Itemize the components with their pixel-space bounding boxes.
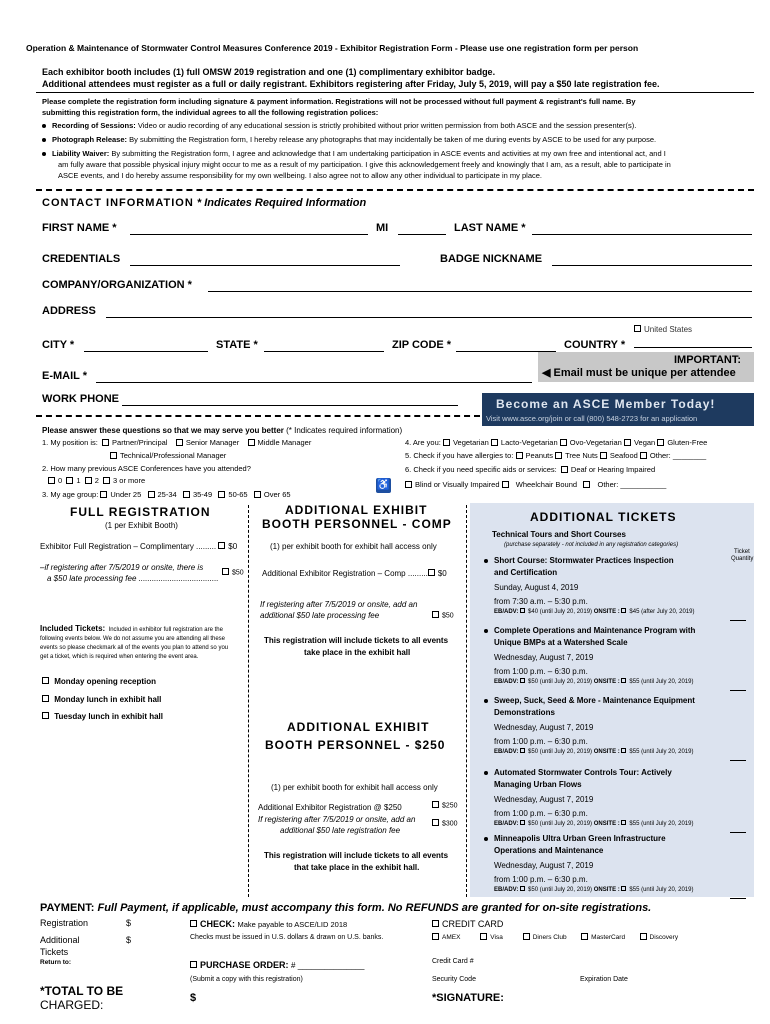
city-label: CITY *	[42, 339, 75, 351]
paid-note-2: that take place in the exhibit hall.	[294, 863, 420, 872]
check-sub: Checks must be issued in U.S. dollars & drawn on U.S. banks.	[190, 934, 384, 941]
checkbox-icon[interactable]	[254, 491, 261, 498]
mi-field[interactable]	[398, 234, 446, 235]
work-phone-field[interactable]	[122, 405, 458, 406]
email-field[interactable]	[96, 382, 532, 383]
security-code-label: Security Code	[432, 976, 476, 983]
included-tickets-3: events so please checkmark all of the events you plan to attend so you	[40, 645, 229, 651]
credentials-field[interactable]	[130, 265, 400, 266]
ticket-date: Wednesday, August 7, 2019	[494, 723, 594, 732]
paid-late-checkbox[interactable]: $300	[432, 820, 458, 827]
ticket-quantity-field[interactable]	[730, 620, 746, 621]
paid-note-1: This registration will include tickets to all events	[264, 851, 449, 860]
additional-tickets-label-1: Additional	[40, 935, 80, 945]
ticket-title-2: Managing Urban Flows	[494, 780, 582, 789]
comp-late-1: If registering after 7/5/2019 or onsite, add an	[260, 600, 418, 609]
tickets-dollar: $	[126, 935, 132, 945]
ticket-time: from 1:00 p.m. – 6:30 p.m.	[494, 667, 588, 676]
comp-reg-line: Exhibitor Full Registration – Complimentary ......... $0	[40, 542, 238, 551]
bullet-icon	[484, 559, 488, 563]
checkbox-icon[interactable]	[520, 678, 525, 683]
checkbox-icon[interactable]	[432, 933, 439, 940]
survey-intro: Please answer these questions so that we may serve you better (* Indicates required information)	[42, 426, 403, 435]
company-label: COMPANY/ORGANIZATION *	[42, 279, 192, 291]
arrow-left-icon: ◀	[542, 367, 551, 379]
state-field[interactable]	[264, 351, 384, 352]
checkbox-icon[interactable]	[657, 439, 664, 446]
comp-note-2: take place in the exhibit hall	[304, 648, 411, 657]
checkbox-icon	[432, 801, 439, 808]
total-label-1: *TOTAL TO BE	[40, 984, 124, 998]
bullet-icon	[484, 629, 488, 633]
comp-personnel-title-1: ADDITIONAL EXHIBIT	[285, 503, 428, 517]
checkbox-icon[interactable]	[520, 748, 525, 753]
ticket-time: from 7:30 a.m. – 5:30 p.m.	[494, 597, 588, 606]
member-title: Become an ASCE Member Today!	[496, 397, 716, 411]
checkbox-icon[interactable]	[48, 477, 55, 484]
additional-tickets-title: ADDITIONAL TICKETS	[530, 510, 677, 524]
checkbox-icon	[432, 920, 439, 927]
paid-personnel-sub: (1) per exhibit booth for exhibit hall access only	[271, 783, 438, 792]
checkbox-icon	[432, 819, 439, 826]
policy-photo: Photograph Release: By submitting the Registration form, I hereby release any photographs that may incidentally be taken of me during events by ASCE to be used for any purpose.	[42, 135, 656, 144]
full-registration-sub: (1 per Exhibit Booth)	[105, 521, 178, 530]
bullet-icon	[484, 837, 488, 841]
checkbox-icon[interactable]	[248, 439, 255, 446]
survey-q3: 3. My age group: Under 25 25-34 35-49 50-65 Over 65	[42, 490, 291, 499]
column-divider	[466, 505, 467, 897]
checkbox-icon[interactable]	[85, 477, 92, 484]
badge-nickname-label: BADGE NICKNAME	[440, 253, 543, 265]
event-monday-lunch[interactable]: Monday lunch in exhibit hall	[42, 695, 161, 704]
policy-intro: Please complete the registration form including signature & payment information. Registrations will not be processed without full payment & registrant's full name. By	[42, 97, 636, 106]
ticket-time: from 1:00 p.m. – 6:30 p.m.	[494, 809, 588, 818]
mi-label: MI	[376, 222, 389, 234]
address-label: ADDRESS	[42, 305, 96, 317]
paid-checkbox[interactable]: $250	[432, 802, 458, 809]
checkbox-icon[interactable]	[176, 439, 183, 446]
checkbox-icon[interactable]	[491, 439, 498, 446]
comp-personnel-line: Additional Exhibitor Registration – Comp ......... $0	[262, 569, 447, 578]
included-tickets-2: following events below. We do not assume you are attending all these	[40, 636, 226, 642]
comp-personnel-sub: (1) per exhibit booth for exhibit hall access only	[270, 542, 437, 551]
email-unique-note: ◀ Email must be unique per attendee	[542, 367, 736, 379]
tickets-sub-2: (purchase separately - not included in any registration categories)	[504, 542, 679, 548]
ticket-qty-header-2: Quantity	[731, 556, 754, 562]
ticket-date: Sunday, August 4, 2019	[494, 583, 579, 592]
checkbox-icon[interactable]	[100, 491, 107, 498]
paid-late-2: additional $50 late registration fee	[280, 826, 401, 835]
checkbox-icon[interactable]	[560, 439, 567, 446]
credit-card-number-label: Credit Card #	[432, 958, 474, 965]
survey-q2-options: 0 1 2 3 or more	[48, 476, 145, 485]
purchase-order-option[interactable]: PURCHASE ORDER: # _______________	[190, 960, 364, 970]
event-opening-reception[interactable]: Monday opening reception	[42, 677, 156, 686]
us-checkbox[interactable]: United States	[634, 325, 692, 334]
ticket-date: Wednesday, August 7, 2019	[494, 795, 594, 804]
return-to-label: Return to:	[40, 959, 72, 966]
comp-late-2: additional $50 late processing fee	[260, 611, 380, 620]
checkbox-icon	[634, 325, 641, 332]
dashed-divider	[36, 415, 480, 417]
wheelchair-accessibility-icon: ♿	[376, 479, 391, 491]
state-label: STATE *	[216, 339, 258, 351]
city-field[interactable]	[84, 351, 208, 352]
ticket-title: Short Course: Stormwater Practices Inspection	[494, 556, 674, 565]
registration-label: Registration	[40, 918, 89, 928]
checkbox-icon	[42, 677, 49, 684]
included-tickets-1: Included Tickets: Included in exhibitor full registration are the	[40, 624, 223, 633]
ticket-time: from 1:00 p.m. – 6:30 p.m.	[494, 875, 588, 884]
last-name-field[interactable]	[532, 234, 752, 235]
checkbox-icon[interactable]	[583, 481, 590, 488]
checkbox-icon[interactable]	[621, 748, 626, 753]
checkbox-icon	[42, 712, 49, 719]
policy-waiver-3: ASCE events, and I do hereby assume responsibility for my own wellbeing. I also agree not to allow any other individual to participate in my place.	[58, 171, 543, 180]
bullet-icon	[484, 771, 488, 775]
ticket-date: Wednesday, August 7, 2019	[494, 861, 594, 870]
paid-personnel-line: Additional Exhibitor Registration @ $250	[258, 803, 402, 812]
comp-personnel-title-2: BOOTH PERSONNEL - COMP	[262, 517, 452, 531]
column-divider	[248, 505, 249, 897]
checkbox-icon[interactable]	[581, 933, 588, 940]
registration-dollar: $	[126, 918, 132, 928]
ticket-quantity-field[interactable]	[730, 898, 746, 899]
checkbox-icon[interactable]	[621, 678, 626, 683]
survey-q2: 2. How many previous ASCE Conferences have you attended?	[42, 464, 251, 473]
credentials-label: CREDENTIALS	[42, 253, 121, 265]
paid-personnel-title-1: ADDITIONAL EXHIBIT	[287, 720, 430, 734]
policy-waiver-2: am fully aware that possible physical injury might occur to me as a result of my participation. I give this acknowledgement freely and knowingly that I am, as a result, able to participate in	[58, 160, 671, 169]
survey-q6: 6. Check if you need specific aids or services: Deaf or Hearing Impaired	[405, 465, 656, 474]
ticket-title-2: Demonstrations	[494, 708, 555, 717]
ticket-time: from 1:00 p.m. – 6:30 p.m.	[494, 737, 588, 746]
checkbox-icon[interactable]	[102, 439, 109, 446]
address-field[interactable]	[106, 317, 752, 318]
checkbox-icon	[42, 695, 49, 702]
survey-q4: 4. Are you: Vegetarian Lacto-Vegetarian Ovo-Vegetarian Vegan Gluten-Free	[405, 438, 708, 447]
paid-late-1: If registering after 7/5/2019 or onsite, add an	[258, 815, 416, 824]
ticket-title: Sweep, Suck, Seed & More - Maintenance Equipment	[494, 696, 695, 705]
checkbox-icon[interactable]	[520, 608, 525, 613]
checkbox-icon[interactable]	[218, 491, 225, 498]
policy-intro-2: submitting this registration form, the individual agrees to all the following registration polices:	[42, 108, 379, 117]
policy-recording: Recording of Sessions: Video or audio recording of any educational session is strictly prohibited without prior written permission from both ASCE and the session presenter(s).	[42, 121, 636, 130]
full-registration-title: FULL REGISTRATION	[70, 505, 211, 519]
country-field[interactable]	[634, 347, 752, 348]
ticket-qty-header-1: Ticket	[734, 549, 750, 555]
payment-heading: PAYMENT: Full Payment, if applicable, must accompany this form. No REFUNDS are granted for on-site registrations.	[40, 902, 652, 914]
policy-waiver: Liability Waiver: By submitting the Registration form, I agree and acknowledge that I am undertaking participation in ASCE events and activities at my own free and intentional act, and I	[42, 149, 666, 158]
survey-q1: 1. My position is: Partner/Principal Senior Manager Middle Manager	[42, 438, 312, 447]
ticket-pricing: EB/ADV: $50 (until July 20, 2019) ONSITE : $55 (until July 20, 2019)	[494, 887, 694, 894]
ticket-pricing: EB/ADV: $50 (until July 20, 2019) ONSITE : $55 (until July 20, 2019)	[494, 679, 694, 686]
expiration-date-label: Expiration Date	[580, 976, 628, 983]
checkbox-icon	[222, 568, 229, 575]
ticket-title: Automated Stormwater Controls Tour: Actively	[494, 768, 672, 777]
bullet-icon	[42, 138, 46, 142]
checkbox-icon	[190, 920, 197, 927]
checkbox-icon[interactable]	[428, 569, 435, 576]
checkbox-icon[interactable]	[502, 481, 509, 488]
checkbox-icon[interactable]	[110, 452, 117, 459]
checkbox-icon[interactable]	[183, 491, 190, 498]
checkbox-icon	[432, 611, 439, 618]
signature-label: *SIGNATURE:	[432, 992, 504, 1004]
checkbox-icon[interactable]	[624, 439, 631, 446]
checkbox-icon[interactable]	[443, 439, 450, 446]
checkbox-icon	[190, 961, 197, 968]
form-title: Operation & Maintenance of Stormwater Control Measures Conference 2019 - Exhibitor Registration Form - Please use one registration form per person	[26, 43, 639, 53]
ticket-pricing: EB/ADV: $50 (until July 20, 2019) ONSITE : $55 (until July 20, 2019)	[494, 821, 694, 828]
booth-includes-line: Each exhibitor booth includes (1) full OMSW 2019 registration and one (1) complimentary exhibitor badge.	[42, 67, 496, 77]
checkbox-icon[interactable]	[523, 933, 530, 940]
bullet-icon	[484, 699, 488, 703]
comp-late-checkbox[interactable]: $50	[432, 612, 454, 619]
included-tickets-4: get a ticket, which is required when entering the event area.	[40, 654, 199, 660]
ticket-quantity-field[interactable]	[730, 760, 746, 761]
checkbox-icon[interactable]	[640, 452, 647, 459]
checkbox-icon[interactable]	[66, 477, 73, 484]
checkbox-icon[interactable]	[516, 452, 523, 459]
additional-tickets-label-2: Tickets	[40, 947, 69, 957]
checkbox-icon[interactable]	[520, 886, 525, 891]
checkbox-icon[interactable]	[405, 481, 412, 488]
checkbox-icon[interactable]	[561, 466, 568, 473]
ticket-pricing: EB/ADV: $40 (until July 20, 2019) ONSITE : $45 (after July 20, 2019)	[494, 609, 695, 616]
ticket-title-2: and Certification	[494, 568, 558, 577]
ticket-quantity-field[interactable]	[730, 690, 746, 691]
comp-note-1: This registration will include tickets to all events	[264, 636, 449, 645]
paid-personnel-title-2: BOOTH PERSONNEL - $250	[265, 738, 446, 752]
contact-heading: CONTACT INFORMATION * Indicates Required Information	[42, 197, 367, 209]
late-fee-line-1: –if registering after 7/5/2019 or onsite, there is	[40, 563, 204, 572]
survey-q6-options: Blind or Visually Impaired Wheelchair Bound Other: ___________	[405, 480, 666, 489]
ticket-quantity-field[interactable]	[730, 832, 746, 833]
email-label: E-MAIL *	[42, 370, 88, 382]
late-fee-checkbox[interactable]: $50	[222, 569, 244, 576]
total-label-2: CHARGED:	[40, 998, 104, 1012]
checkbox-icon[interactable]	[148, 491, 155, 498]
important-label: IMPORTANT:	[674, 354, 742, 366]
checkbox-icon[interactable]	[640, 933, 647, 940]
ticket-title: Complete Operations and Maintenance Program with	[494, 626, 696, 635]
ticket-pricing: EB/ADV: $50 (until July 20, 2019) ONSITE : $55 (until July 20, 2019)	[494, 749, 694, 756]
bullet-icon	[42, 124, 46, 128]
ticket-title: Minneapolis Ultra Urban Green Infrastructure	[494, 834, 666, 843]
last-name-label: LAST NAME *	[454, 222, 526, 234]
credit-card-option[interactable]: CREDIT CARD	[432, 919, 503, 929]
checkbox-icon[interactable]	[621, 608, 626, 613]
country-label: COUNTRY *	[564, 339, 626, 351]
late-fee-line: Additional attendees must register as a full or daily registrant. Exhibitors registering after Friday, July 5, 2019, will pay a $50 late registration fee.	[42, 79, 660, 89]
checkbox-icon[interactable]	[600, 452, 607, 459]
work-phone-label: WORK PHONE	[42, 393, 119, 405]
checkbox-icon[interactable]	[480, 933, 487, 940]
first-name-label: FIRST NAME *	[42, 222, 117, 234]
ticket-title-2: Unique BMPs at a Watershed Scale	[494, 638, 628, 647]
checkbox-icon[interactable]	[103, 477, 110, 484]
checkbox-icon[interactable]	[520, 820, 525, 825]
ticket-title-2: Operations and Maintenance	[494, 846, 604, 855]
dashed-divider	[36, 189, 754, 191]
late-fee-line-2: a $50 late processing fee ....................................	[47, 574, 219, 583]
badge-nickname-field[interactable]	[552, 265, 752, 266]
member-subtitle: Visit www.asce.org/join or call (800) 548-2723 for an application	[486, 414, 698, 423]
checkbox-icon[interactable]	[621, 820, 626, 825]
zip-label: ZIP CODE *	[392, 339, 452, 351]
total-dollar: $	[190, 992, 197, 1004]
survey-q1-tech: Technical/Professional Manager	[110, 451, 226, 460]
company-field[interactable]	[208, 291, 752, 292]
bullet-icon	[42, 152, 46, 156]
tickets-sub: Technical Tours and Short Courses	[492, 530, 626, 539]
divider	[36, 92, 754, 93]
first-name-field[interactable]	[130, 234, 368, 235]
checkbox-icon[interactable]	[555, 452, 562, 459]
survey-q5: 5. Check if you have allergies to: Peanuts Tree Nuts Seafood Other: ________	[405, 451, 707, 460]
po-sub: (Submit a copy with this registration)	[190, 976, 303, 983]
event-tuesday-lunch[interactable]: Tuesday lunch in exhibit hall	[42, 712, 163, 721]
card-types: AMEX Visa Diners Club MasterCard Discovery	[432, 934, 678, 941]
checkbox-icon[interactable]	[621, 886, 626, 891]
checkbox-icon[interactable]	[218, 542, 225, 549]
check-option[interactable]: CHECK: Make payable to ASCE/LID 2018	[190, 919, 347, 929]
ticket-date: Wednesday, August 7, 2019	[494, 653, 594, 662]
